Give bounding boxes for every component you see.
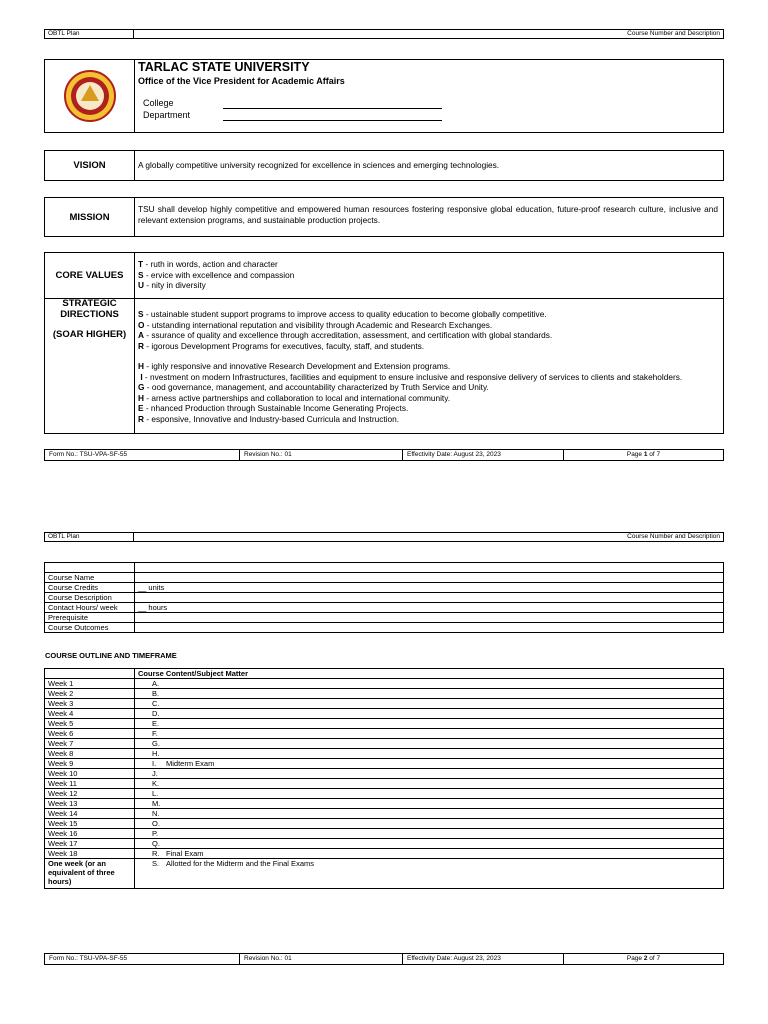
mission-label: MISSION — [45, 198, 135, 236]
week-cell: Week 8 — [45, 749, 135, 759]
week-cell: Week 11 — [45, 779, 135, 789]
page-number: Page 1 of 7 — [563, 450, 723, 460]
content-cell[interactable]: L. — [135, 789, 724, 799]
vision-label: VISION — [45, 151, 135, 180]
week-cell: Week 2 — [45, 689, 135, 699]
seal-cell — [45, 60, 135, 132]
content-cell[interactable]: I. Midterm Exam — [135, 759, 724, 769]
page1-footer — [44, 449, 724, 461]
header-right: Course Number and Description — [627, 30, 720, 37]
table-row: Course Description — [45, 593, 724, 603]
higher-item: H - arness active partnerships and collaboration to local and international community. — [138, 392, 451, 403]
form-number: Form No.: TSU-VPA-SF-55 — [49, 451, 128, 458]
table-row — [45, 679, 724, 689]
course-description-field[interactable] — [135, 593, 724, 603]
university-seal-icon — [64, 70, 116, 122]
page1-header — [44, 29, 724, 39]
table-row — [45, 799, 724, 809]
content-cell[interactable]: M. — [135, 799, 724, 809]
week-cell: Week 17 — [45, 839, 135, 849]
page2-header — [44, 532, 724, 542]
table-row: Course Credits __ units — [45, 583, 724, 593]
week-cell: Week 18 — [45, 849, 135, 859]
table-row — [45, 829, 724, 839]
table-row — [45, 709, 724, 719]
header-left: OBTL Plan — [45, 533, 134, 541]
course-outcomes-field[interactable] — [135, 623, 724, 633]
prerequisite-field[interactable] — [135, 613, 724, 623]
week-cell: Week 14 — [45, 809, 135, 819]
higher-item: H - ighly responsive and innovative Research Development and Extension programs. — [138, 361, 451, 371]
week-cell: Week 13 — [45, 799, 135, 809]
table-row — [45, 779, 724, 789]
department-label: Department — [143, 110, 191, 120]
core-value-item: T - ruth in words, action and character — [138, 259, 278, 269]
mission-box — [44, 197, 724, 237]
page2-footer — [44, 953, 724, 965]
strategic-label: STRATEGIC DIRECTIONS (SOAR HIGHER) — [45, 298, 135, 434]
soar-item: R - igorous Development Programs for executives, faculty, staff, and students. — [138, 340, 425, 351]
revision-number: Revision No.: 01 — [239, 954, 402, 964]
table-row — [45, 739, 724, 749]
table-row — [45, 749, 724, 759]
content-cell[interactable]: H. — [135, 749, 724, 759]
content-cell[interactable]: P. — [135, 829, 724, 839]
header-right: Course Number and Description — [627, 533, 720, 540]
higher-item: R - esponsive, Innovative and Industry-based Curricula and Instruction. — [138, 413, 400, 424]
outline-title: COURSE OUTLINE AND TIMEFRAME — [45, 651, 177, 660]
soar-item: S - ustainable student support programs to improve access to quality education to become globally competitive. — [138, 309, 547, 319]
content-cell[interactable]: B. — [135, 689, 724, 699]
college-label: College — [143, 98, 174, 108]
higher-item: I - nvestment on modern Infrastructures, facilities and equipment to ensure inclusive and responsive delivery of services to clients and stakeholders. — [140, 371, 683, 382]
table-row — [45, 859, 724, 889]
department-line[interactable] — [223, 120, 442, 121]
table-row — [45, 669, 724, 679]
table-row: Prerequisite — [45, 613, 724, 623]
content-cell[interactable]: J. — [135, 769, 724, 779]
table-row — [45, 809, 724, 819]
higher-item: G - ood governance, management, and accountability characterized by Truth Service and Unity. — [138, 382, 489, 392]
week-cell: Week 4 — [45, 709, 135, 719]
core-values-list — [138, 259, 718, 291]
week-cell: Week 5 — [45, 719, 135, 729]
vision-text: A globally competitive university recognized for excellence in sciences and emerging technologies. — [138, 160, 500, 170]
table-row — [45, 849, 724, 859]
table-row — [45, 729, 724, 739]
table-row — [45, 699, 724, 709]
content-cell[interactable]: G. — [135, 739, 724, 749]
university-office: Office of the Vice President for Academic Affairs — [138, 76, 345, 86]
outline-table — [44, 668, 724, 889]
content-cell[interactable]: A. — [135, 679, 724, 689]
content-cell[interactable]: S. Allotted for the Midterm and the Final Exams — [135, 859, 724, 889]
outline-header: Course Content/Subject Matter — [135, 669, 724, 679]
table-row — [45, 789, 724, 799]
higher-item: E - nhanced Production through Sustainable Income Generating Projects. — [138, 403, 409, 413]
soar-item: A - ssurance of quality and excellence through accreditation, assessment, and certification with global standards. — [138, 330, 553, 340]
content-cell[interactable]: F. — [135, 729, 724, 739]
week-cell: Week 15 — [45, 819, 135, 829]
page-number: Page 2 of 7 — [563, 954, 723, 964]
vision-box — [44, 150, 724, 181]
table-row: Contact Hours/ week __ hours — [45, 603, 724, 613]
table-row: Course Name — [45, 573, 724, 583]
values-box — [44, 252, 724, 434]
content-cell[interactable]: R. Final Exam — [135, 849, 724, 859]
content-cell[interactable]: N. — [135, 809, 724, 819]
form-number: Form No.: TSU-VPA-SF-55 — [49, 955, 128, 962]
week-cell: Week 6 — [45, 729, 135, 739]
course-name-field[interactable] — [135, 573, 724, 583]
effectivity-date: Effectivity Date: August 23, 2023 — [402, 954, 563, 964]
content-cell[interactable]: Q. — [135, 839, 724, 849]
college-line[interactable] — [223, 108, 442, 109]
content-cell[interactable]: E. — [135, 719, 724, 729]
week-cell: Week 1 — [45, 679, 135, 689]
strategic-list — [138, 309, 718, 424]
table-row — [45, 769, 724, 779]
effectivity-date: Effectivity Date: August 23, 2023 — [402, 450, 563, 460]
week-cell: Week 12 — [45, 789, 135, 799]
content-cell[interactable]: K. — [135, 779, 724, 789]
course-info-table — [44, 562, 724, 633]
mission-text: TSU shall develop highly competitive and empowered human resources fostering responsive global education, future-proof research culture, inclusive and relevant extension programs, and sustainable production projects. — [138, 204, 718, 225]
table-row — [45, 819, 724, 829]
header-left: OBTL Plan — [45, 30, 134, 38]
table-row — [45, 719, 724, 729]
content-cell[interactable]: D. — [135, 709, 724, 719]
content-cell[interactable]: O. — [135, 819, 724, 829]
row-divider — [45, 298, 723, 299]
week-cell: One week (or an equivalent of three hours) — [45, 859, 135, 889]
contact-hours-field[interactable]: __ hours — [135, 603, 724, 613]
week-cell: Week 10 — [45, 769, 135, 779]
core-value-item: S - ervice with excellence and compassion — [138, 269, 295, 280]
table-row — [45, 563, 724, 573]
week-cell: Week 9 — [45, 759, 135, 769]
table-row: Course Outcomes — [45, 623, 724, 633]
course-credits-field[interactable]: __ units — [135, 583, 724, 593]
table-row — [45, 689, 724, 699]
university-box — [44, 59, 724, 133]
week-cell: Week 3 — [45, 699, 135, 709]
core-values-label: CORE VALUES — [45, 253, 135, 298]
core-value-item: U - nity in diversity — [138, 280, 206, 290]
week-cell: Week 16 — [45, 829, 135, 839]
university-name: TARLAC STATE UNIVERSITY — [138, 60, 310, 74]
revision-number: Revision No.: 01 — [239, 450, 402, 460]
table-row — [45, 839, 724, 849]
week-cell: Week 7 — [45, 739, 135, 749]
soar-item: O - utstanding international reputation and visibility through Academic and Research Exchanges. — [138, 319, 493, 330]
content-cell[interactable]: C. — [135, 699, 724, 709]
table-row — [45, 759, 724, 769]
